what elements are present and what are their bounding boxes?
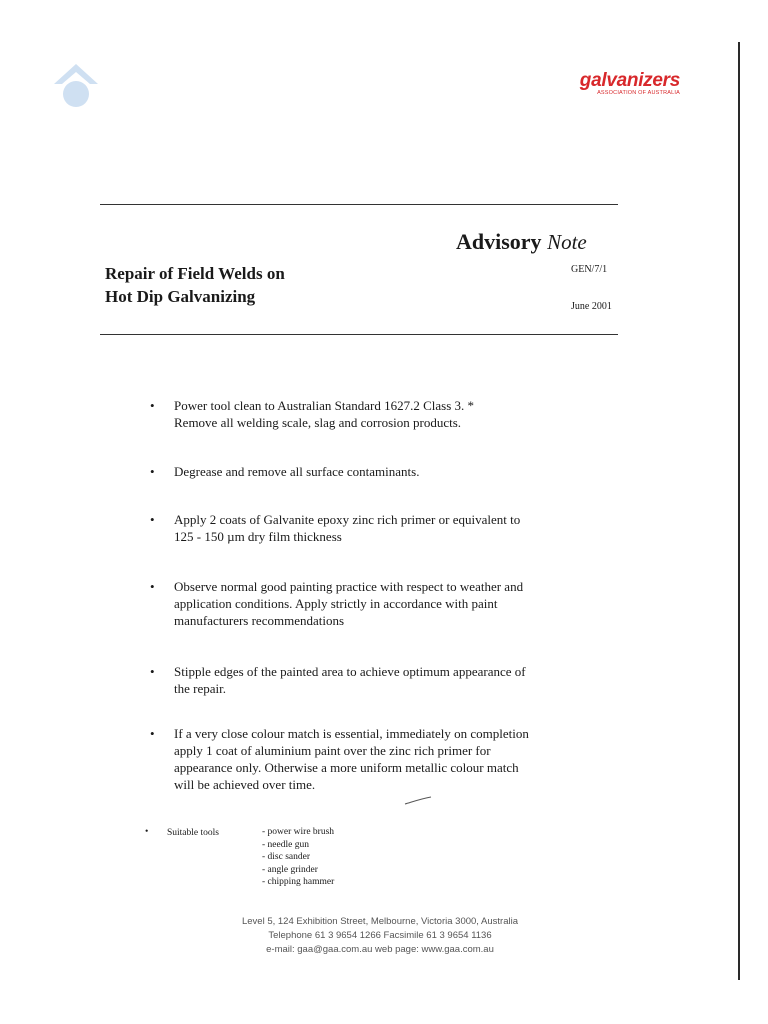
brand-subtitle: ASSOCIATION OF AUSTRALIA (597, 90, 680, 96)
advisory-word: Advisory (456, 229, 542, 254)
brand-name: galvanizers (579, 70, 680, 91)
bullet-line: Power tool clean to Australian Standard 1627.2 Class 3. * (174, 398, 475, 413)
bullet-line: appearance only. Otherwise a more uniform metallic colour match (174, 760, 519, 775)
bullet-line: manufacturers recommendations (174, 613, 345, 628)
bullet-line: Observe normal good painting practice with respect to weather and (174, 579, 524, 594)
tool-item: - power wire brush (262, 827, 335, 837)
bullet-item (150, 463, 570, 480)
tools-list (262, 826, 334, 889)
bullet-line: Apply 2 coats of Galvanite epoxy zinc rich primer or equivalent to (174, 512, 521, 527)
advisory-note-heading (456, 229, 587, 255)
document-date: June 2001 (571, 301, 612, 312)
note-word: Note (547, 230, 587, 254)
bullet-line: will be achieved over time. (174, 777, 316, 792)
bullet-line: 125 - 150 µm dry film thickness (174, 529, 342, 544)
bullet-item (150, 663, 570, 697)
page-edge-line (738, 42, 740, 980)
bullet-dot-icon: • (150, 579, 155, 594)
title-line-2: Hot Dip Galvanizing (105, 287, 256, 306)
bullet-line: the repair. (174, 681, 226, 696)
tool-item: - angle grinder (262, 864, 318, 875)
bullet-dot-icon: • (150, 726, 155, 741)
bullet-dot-icon: • (145, 827, 149, 837)
footer-web: e-mail: gaa@gaa.com.au web page: www.gaa.com.au (266, 944, 494, 955)
tool-item: - chipping hammer (262, 877, 335, 887)
bullet-line: apply 1 coat of aluminium paint over the zinc rich primer for (174, 743, 491, 758)
tool-item: - disc sander (262, 852, 311, 862)
bullet-line: If a very close colour match is essential, immediately on completion (174, 726, 529, 741)
bullet-item (150, 578, 570, 629)
galvanizers-logo (520, 70, 680, 96)
pen-mark (404, 796, 432, 806)
footer-address: Level 5, 124 Exhibition Street, Melbourne, Victoria 3000, Australia (241, 916, 519, 927)
title-line-1: Repair of Field Welds on (105, 264, 285, 283)
document-code: GEN/7/1 (571, 264, 608, 275)
bullet-item (150, 397, 570, 431)
bullet-line: application conditions. Apply strictly in accordance with paint (174, 596, 498, 611)
bullet-dot-icon: • (150, 664, 155, 679)
bullet-line: Stipple edges of the painted area to achieve optimum appearance of (174, 664, 526, 679)
bullet-dot-icon: • (150, 398, 155, 413)
footer-phone: Telephone 61 3 9654 1266 Facsimile 61 3 9654 1136 (268, 930, 492, 941)
tools-label: Suitable tools (167, 828, 219, 838)
bullet-line: Degrease and remove all surface contaminants. (174, 464, 420, 479)
house-logo-icon (52, 62, 100, 112)
bullet-dot-icon: • (150, 464, 155, 479)
bullet-dot-icon: • (150, 512, 155, 527)
bullet-item (150, 511, 570, 545)
header-bottom-rule (100, 334, 618, 335)
bullet-line: Remove all welding scale, slag and corrosion products. (174, 415, 462, 430)
page-title (105, 262, 285, 308)
header-top-rule (100, 204, 618, 205)
tool-item: - needle gun (262, 839, 309, 850)
footer-contact (180, 915, 580, 957)
bullet-item (150, 725, 570, 793)
